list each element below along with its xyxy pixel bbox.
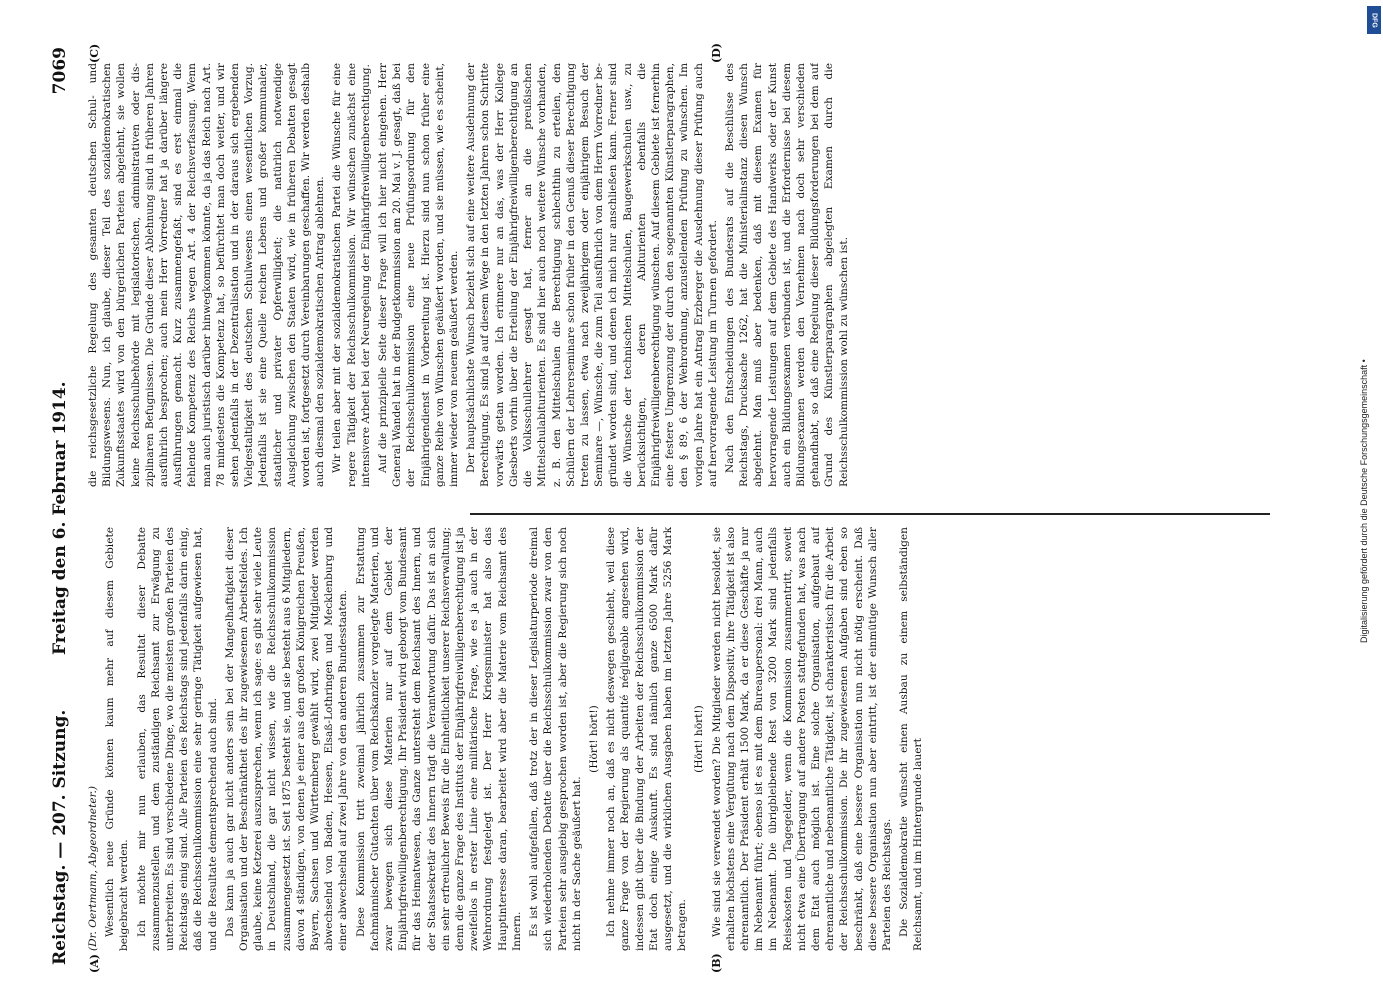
header-session: Reichstag. — 207. Sitzung. — [50, 709, 70, 965]
margin-marker-b: (B) — [710, 953, 723, 973]
paragraph: Wesentlich neue Gründe können kaum mehr auf diesem Gebiete beigebracht werden. — [104, 527, 131, 951]
speaker-line: (Dr. Oertmann, Abgeordneter.) — [87, 785, 99, 951]
margin-marker-a: (A) — [88, 954, 101, 973]
paragraph: Wie sind sie verwendet worden? Die Mitglieder werden nicht besoldet, sie erhalten höchstens eine Vergütung nach dem Dispositiv, ihre Tätigkeit ist also ehrenamtlich. Der Präsident erhält 1500 Mark, da er diese Geschäfte ja nur im Nebenamt führt; ebenso ist es mit dem Bureaupersonal: drei Mann, auch im Nebenamt. Die übrigbleibende Rest von 3200 Mark sind jedenfalls Reisekosten und Tagegelder, wenn die Kommission zusammentritt, soweit nicht etwa eine Übertragung auf andere Posten stattgefunden hat, was nach dem Etat auch möglich ist. Eine solche Organisation, aufgebaut auf ehrenamtliche und nebenamtliche Tätigkeit, ist charakteristisch für die Arbeit der Reichsschulkommission. Die ihr zugewiesenen Aufgaben sind eben so beschränkt, daß eine bessere Organisation nun nicht nötig erscheint. Daß diese bessere Organisation nun aber eintritt, ist der einmütige Wunsch aller Parteien des Reichstags. — [710, 527, 893, 951]
paragraph: Auf die prinzipielle Seite dieser Frage will ich hier nicht eingehen. Herr General Wandel hat in der Budgetkommission am 20. Mai v. J. gesagt, daß bei der Reichsschulkommission eine neue Prüfungsordnung für den Einjährigendienst in Vorbereitung ist. Hierzu sind nun schon früher eine ganze Reihe von Wünschen geäußert worden, und sie müssen, wie es scheint, immer wieder von neuem geäußert werden. — [377, 63, 461, 487]
paragraph: Diese Kommission tritt zweimal jährlich zusammen zur Erstattung fachmännischer Gutachten über vom Reichskanzler vorgelegte Materien, und zwar bewegen sich diese Materien nur auf dem Gebiet der Einjährigfreiwilligenberechtigung. Ihr Präsident wird geborgt vom Bundesamt für das Heimatwesen, das Ganze untersteht dem Reichsamt des Innern, und der Staatssekretär des Innern trägt die Verantwortung dafür. Das ist an sich ein sehr erfreulicher Beweis für die Einheitlichkeit unserer Reichsverwaltung; denn die ganze Frage des Instituts der Einjährigfreiwilligenberechtigung ist ja zweifellos in erster Linie eine militärische Frage, wie es ja auch in der Wehrordnung festgelegt ist. Der Herr Kriegsminister hat also das Hauptinteresse daran, bearbeitet wird aber die Materie vom Reichsamt des Innern. — [354, 527, 523, 951]
page-header — [40, 35, 80, 975]
paragraph: Ich nehme immer noch an, daß es nicht deswegen geschieht, weil diese ganze Frage von der Regierung als quantité négligeable angesehen wird, indessen gibt über die Bindung der Arbeiten der Reichsschulkommission der Etat doch einige Auskunft. Es sind nämlich ganze 6500 Mark dafür ausgesetzt, und die wirklichen Ausgaben haben im letzten Jahre 5256 Mark betragen. — [605, 527, 689, 951]
left-column — [86, 527, 1316, 951]
paragraph: Die Sozialdemokratie wünscht einen Ausbau zu einem selbständigen Reichsamt, und im Hintergrunde lauert — [898, 527, 925, 951]
paragraph: Es ist wohl aufgefallen, daß trotz der in dieser Legislaturperiode dreimal sich wiederholenden Debatte über die Reichsschulkommission zwar von den Parteien sehr ausgiebig gesprochen worden ist, aber die Regierung sich noch nicht in der Sache geäußert hat. — [528, 527, 583, 951]
paragraph: Ich möchte mir nun erlauben, das Resultat dieser Debatte zusammenzustellen und dem zuständigen Reichsamt zur Erwägung zu unterbreiten. Es sind verschiedene Dinge, wo die meisten großen Parteien des Reichstags einig sind. Alle Parteien des Reichstags sind jedenfalls darin einig, daß die Reichsschulkommission eine sehr geringe Tätigkeit aufgewiesen hat, und die Resultate dementsprechend auch sind. — [135, 527, 219, 951]
paragraph: Nach den Entscheidungen des Bundesrats auf die Beschlüsse des Reichstags, Drucksache 1262, hat die Ministerialinstanz diesen Wunsch abgelehnt. Man muß aber bedenken, daß mit diesem Examen für hervorragende Leistungen auf dem Gebiete des Handwerks oder der Kunst auch ein Bildungsexamen verbunden ist, und die Erfordernisse bei diesem Bildungsexamen werden den Vernehmen nach doch sehr verschieden gehandhabt, so daß eine Regelung dieser Bildungsforderungen bei dem auf Grund des Künstlerparagraphen abgelegten Examen durch die Reichsschulkommission wohl zu wünschen ist. — [723, 63, 850, 487]
page-number: 7069 — [50, 47, 70, 95]
interjection: (Hört! hört!) — [693, 705, 706, 773]
margin-marker-d: (D) — [710, 43, 723, 63]
dfg-logo: DFG — [1367, 6, 1381, 34]
paragraph: Der hauptsächlichste Wunsch bezieht sich auf eine weitere Ausdehnung der Berechtigung. Es sind ja auf diesem Wege in den letzten Jahren schon Schritte vorwärts getan worden. Ich erinnere nur an das, was der Herr Kollege Giesberts vorhin über die Erteilung der Einjährigfreiwilligenberechtigung an die Volksschullehrer gesagt hat, ferner an die preußischen Mittelschulabiturienten. Es sind hier auch noch weitere Wünsche vorhanden, z. B. den Mittelschulen die Berechtigung schlechthin zu erteilen, den Schülern der Lehrerseminare schon früher in den Genuß dieser Berechtigung treten zu lassen, etwa nach zweijährigem oder einjährigem Besuch der Seminare —, Wünsche, die zum Teil ausführlich von dem Herrn Vorredner begründet worden sind, und denen ich mich nur anschließen kann. Ferner sind die Wünsche der technischen Mittelschulen, Baugewerkschulen usw., zu berücksichtigen, deren Abiturienten ebenfalls die Einjährigfreiwilligenberechtigung wünschen. Auf diesem Gebiete ist fernerhin eine festere Umgrenzung der durch den sogenannten Künstlerparagraphen, den § 89, 6 der Wehrordnung, anzustellenden Prüfung zu wünschen. Im vorigen Jahre hat ein Antrag Erzberger die Ausdehnung dieser Prüfung auch auf hervorragende Leistung im Turnen gefordert. — [465, 63, 719, 487]
margin-marker-c: (C) — [88, 43, 101, 63]
column-divider — [470, 514, 1270, 516]
right-column — [86, 63, 1316, 487]
paragraph: die reichsgesetzliche Regelung des gesamten deutschen Schul- und Bildungswesens. Nun, ich glaube, dieser Teil des sozialdemokratischen Zukunftsstaates wird von den bürgerlichen Parteien abgelehnt, sie wollen keine Reichsschulbehörde mit legislatorischen, administrativen oder disziplinaren Befugnissen. Die Gründe dieser Ablehnung sind in früheren Jahren ausführlich besprochen; auch mein Herr Vorredner hat ja darüber längere Ausführungen gemacht. Kurz zusammengefaßt, sind es erst einmal die fehlende Kompetenz des Reichs wegen Art. 4 der Reichsverfassung. Wenn man auch juristisch darüber hinwegkommen könnte, da ja das Reich nach Art. 78 mindestens die Kompetenz hat, so befürchtet man doch weiter, und wir sehen jedenfalls in der Dezentralisation und in der daraus sich ergebenden Vielgestaltigkeit des deutschen Schulwesens einen wesentlichen Vorzug. Jedenfalls ist sie eine Quelle reichen Lebens und großer kommunaler, staatlicher und privater Opferwilligkeit; die natürlich notwendige Ausgleichung zwischen den Staaten wird, wie in früheren Debatten gesagt worden ist, fortgesetzt durch Vereinbarungen geschaffen. Wir werden deshalb auch diesmal den sozialdemokratischen Antrag ablehnen. — [87, 63, 327, 487]
header-date: Freitag den 6. Februar 1914. — [50, 381, 70, 655]
paragraph: Das kann ja auch gar nicht anders sein bei der Mangelhaftigkeit dieser Organisation und der Beschränktheit des ihr zugewiesenen Arbeitsfeldes. Ich glaube, keine Ketzerei auszusprechen, wenn ich sage: es gibt sehr viele Leute in Deutschland, die gar nicht wissen, wie die Reichsschulkommission zusammengesetzt ist. Seit 1875 besteht sie, und sie besteht aus 6 Mitgliedern, davon 4 ständigen, von denen je einer aus den großen Königreichen Preußen, Bayern, Sachsen und Württemberg gewählt wird, zwei Mitglieder werden abwechselnd von Baden, Hessen, Elsaß-Lothringen und Mecklenburg und einer abwechselnd auf zwei Jahre von den anderen Bundesstaaten. — [223, 527, 350, 951]
interjection: (Hört! hört!) — [587, 705, 600, 773]
digitization-credit: Digitalisierung gefördert durch die Deutsche Forschungsgemeinschaft • — [1359, 359, 1369, 643]
rotated-document-page — [40, 35, 1330, 975]
paragraph: Wir teilen aber mit der sozialdemokratischen Partei die Wünsche für eine regere Tätigkeit der Reichsschulkommission. Wir wünschen zunächst eine intensivere Arbeit bei der Neuregelung der Einjährigfreiwilligenberechtigung. — [331, 63, 372, 487]
